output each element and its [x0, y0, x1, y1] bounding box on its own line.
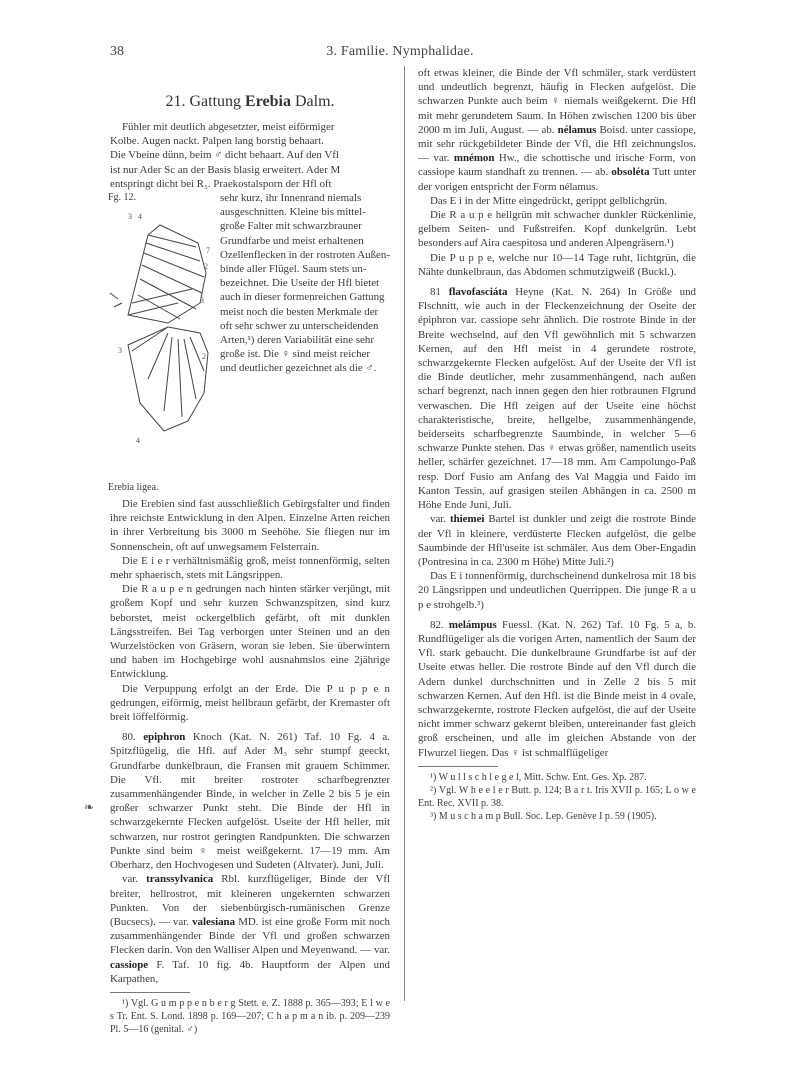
svg-text:4: 4 [138, 212, 142, 222]
para-eier: Die E i e r verhältnismäßig groß, meist tonnenförmig, selten mehr sphaerisch, stets mit Längsrippen. [110, 554, 390, 582]
intro-line-3: ist nur Ader Sc an der Basis blasig erweitert. Ader M [110, 163, 341, 176]
species-82-number: 82. [430, 618, 444, 631]
footnote-left: ¹) Vgl. G u m p p e n b e r g Stett. e. Z. 1888 p. 365—393; E l w e s Tr. Ent. S. Lond. 1898 p. 169—207; C h a p m a n ib. p. 209—239 Pl. 5—16 (genital. ♂) [110, 997, 390, 1035]
var-transsylvanica-text: Rbl. kurzflügeliger, Binde der Vfl breiter, hellrostrot, mit kleineren ungekernten schwarzen Punkten. Von der siebenbürgisch-rumänischen Grenze (Bucsecs). — var. [110, 873, 391, 928]
para-erebien: Die Erebien sind fast ausschließlich Gebirgsfalter und finden ihre reichste Entwicklung in den Alpen. Einzelne Arten reichen in ihrer Verbreitung bis 3000 m Seehöhe. Sie fliegen nur im Sonnenschein, oft auf unwegsamem Felsterrain. [110, 498, 390, 553]
species-81-text: Heyne (Kat. N. 264) In Größe und Flschnitt, wie auch in der Fleckenzeichnung der Oseite der épiphron var. cassiope sehr ähnlich. Die rostrote Binde in der Breite wechselnd, auf den Vfl gewöhnlich mit 5 schwarzen Kernen, auf den Hfl meist in 4 gerundete rostrote, schwarzgekernte Flecken aufgelöst. Auf der Useite der Vfl ist die Binde deutlicher, mehr zusammenhängend, nach außen scharf begrenzt, nach innen gegen den hier rotbraunen Flgrund verwaschen. Die Hfl zeigen auf der Useite eine höchst charakteristische, breite, hellgelbe, zusammenhängende, beiderseits scharfbegrenzte Saumbinde, in welcher 5—6 schwarze Punkte stehen. Das ♀ etwas größer, namentlich useits heller, schärfer gezeichnet. 17—18 mm. Am Campolungo-Paß resp. Dorf Fusio am Anfang des Val Maggia und Faido im Kanton Tessin, auf grasigen steilen Abhängen in ca. 2500 m Höhe Ende Juni, Juli. [418, 286, 696, 512]
column-divider [404, 66, 405, 1001]
var-transsylvanica-name: transsylvanica [146, 873, 214, 886]
var-thiemei-text: Bartel ist dunkler und zeigt die rostrote Binde der Vfl in kleinere, verdüsterte Flecken aufgelöst, die gelbe Saumbinde der Hfl'useite ist schmäler. Aus dem Ober-Engadin (Pontresina in ca. 2300 m Höhe) Mitte Juli.²) [418, 513, 696, 568]
footnote-separator [110, 992, 190, 993]
svg-text:3: 3 [128, 212, 132, 222]
species-80-name: epiphron [143, 731, 186, 744]
svg-text:4: 4 [136, 436, 140, 446]
fig-line-2: große Falter mit schwarzbrauner [220, 220, 362, 233]
var-transsylvanica [110, 872, 390, 986]
fig-line-4: Ozellenflecken in der rostroten Außen- [220, 248, 390, 261]
obsoleta-name: obsoléta [611, 166, 650, 179]
fig-line-1: ausgeschnitten. Kleine bis mittel- [220, 206, 366, 219]
genus-heading [110, 92, 390, 112]
figure-label: Fg. 12. [108, 192, 137, 204]
var-valesiana-text: MD. ist eine große Form mit noch zusammenhängender Binde der Vfl und großen schwarzen Flecken darin. Von den Walliser Alpen und Meyenwand. — var. [110, 915, 391, 957]
var-thiemei-name: thiemei [449, 513, 485, 526]
fig-line-10: Arten,¹) deren Variabilität eine sehr [220, 334, 374, 347]
intro-line-1: Kolbe. Augen nackt. Palpen lang borstig behaart. [110, 135, 324, 148]
var-valesiana-name: valesiana [192, 915, 236, 928]
genus-author: Dalm. [294, 93, 335, 110]
para-raupe: Die R a u p e hellgrün mit schwacher dunkler Rückenlinie, gelbem Seiten- und Fußstreifen. Kopf dunkelgrün. Lebt besonders auf Aira caespitosa und anderen Alpengräsern.¹) [418, 209, 696, 250]
intro-line-2: Die Vbeine dünn, beim ♂ dicht behaart. Auf den Vfl [110, 149, 339, 162]
figure-erebia-ligea [108, 191, 214, 497]
fig-line-9: oft sehr schwer zu unterscheidenden [220, 319, 379, 332]
svg-text:2: 2 [202, 352, 206, 362]
fig-line-12: und deutlicher gezeichnet als die ♂. [220, 362, 377, 375]
fig-line-11: große ist. Die ♀ sind meist reicher [220, 348, 371, 361]
var-thiemei [418, 512, 696, 569]
intro-line-0: Fühler mit deutlich abgesetzter, meist eiförmiger [122, 121, 335, 133]
genus-name: Erebia [245, 93, 291, 110]
svg-text:2: 2 [204, 262, 208, 272]
species-80-text: Knoch (Kat. N. 261) Taf. 10 Fg. 4 a. Spitzflügelig, die Hfl. auf Ader M₃ sehr stumpf geeckt, Grundfarbe dunkelbraun, die Fransen mit grauem Schimmer. Die Vfl. mit breiter rostroter scharfbegrenzter zusammenhängender Binde, in welcher in Zelle 2 bis 5 je ein großer schwarzer Punkt steht. Die Binde der Hfl in schwarzgekernte Flecken aufgelöst. Useite der Hfl heller, mit schwarzen, nur rostrot geringten Randpunkten. Die schwarzen Punkte sind beim ♀ meist weißgekernt. 17—19 mm. Am Oberharz, den Hochvogesen und Sudeten (Altvater). Juni, Juli. [110, 731, 390, 872]
svg-text:3: 3 [200, 296, 204, 306]
species-81-name: flavofasciáta [448, 286, 508, 299]
footnote-right-3: ³) M u s c h a m p Bull. Soc. Lep. Genève I p. 59 (1905). [430, 810, 657, 822]
fig-line-0: sehr kurz, ihr Innenrand niemals [220, 192, 362, 205]
figure-caption: Erebia ligea. [108, 481, 159, 493]
species-81-number: 81 [430, 286, 441, 299]
fig-line-3: Grundfarbe und meist erhaltenen [220, 234, 364, 247]
para-ei: Das E i in der Mitte eingedrückt, gerippt gelblichgrün. [430, 194, 668, 207]
footnote-separator-right [418, 766, 498, 767]
var-thiemei-prefix: var. [430, 513, 447, 526]
nelamus-text: Boisd. unter cassiope, mit sehr rückgebildeter Binde der Vfl, die Hfl zeichnungslos. — var. [418, 123, 696, 165]
mnemon-text: Hw., die schottische und irische Form, von cassiope kaum standhaft zu trennen. — ab. [418, 152, 696, 179]
intro-line-4: entspringt dicht bei R₅. Praekostalsporn der Hfl oft [110, 177, 332, 190]
running-title: 3. Familie. Nymphalidae. [326, 44, 474, 59]
fig-line-6: bezeichnet. Die Useite der Hfl bietet [220, 277, 380, 290]
para-puppe: Die P u p p e, welche nur 10—14 Tage ruht, lichtgrün, die Nähte dunkelbraun, das Abdomen schmutzigweiß (Buckl.). [418, 251, 696, 278]
margin-marker: ❧ [84, 800, 95, 814]
var-prefix: var. [122, 873, 139, 886]
species-80-number: 80. [122, 731, 136, 744]
svg-text:3: 3 [118, 346, 122, 356]
fig-line-7: auch in dieser formenreichen Gattung [220, 291, 385, 304]
obsoleta-text: Tutt unter der vorigen entspricht der Form nélamus. [418, 166, 696, 193]
para-cassiope-text: oft etwas kleiner, die Binde der Vfl schmäler, stark verdüstert und undeutlich begrenzt, häufig in Flecken aufgelöst. Die schwarzen Punkte auch beim ♀ niemals weißgekernt. Die Hfl mit mehr gerundetem Saum. In Höhen zwischen 1200 bis über 2000 m im Juli, August. — ab. [418, 67, 696, 136]
page-number: 38 [110, 44, 124, 59]
nelamus-name: nélamus [557, 123, 597, 136]
right-column [418, 66, 696, 823]
species-82-text: Fuessl. (Kat. N. 262) Taf. 10 Fg. 5 a, b. Rundflügeliger als die vorigen Arten, namentlich der Saum der Vfl. stark gebaucht. Die dunkelbraune Grundfarbe ist auf der Useite etwas heller. Die rostrote Binde auf den Vfl durch die Adern dunkel durchschnitten und in Zelle 2 bis 5 mit schwarzen Kernen. Auf den Hfl. ist die Binde meist in 4 ovale, schwarzgekernte, rostrote Flecken aufgelöst, die auf der Useite nicht immer schwarz gekernt bleiben, untereinander fast gleich groß erscheinen, und alle im gleichen Abstande von der Flwurzel liegen. Das ♀ ist schmalflügeliger [418, 618, 696, 759]
para-ei-2: Das E i tonnenförmig, durchscheinend dunkelrosa mit 18 bis 20 Längsrippen und undeutlichen Querrippen. Die junge R a u p e strohgelb.³) [418, 570, 696, 611]
var-cassiope-text: F. Taf. 10 fig. 4b. Hauptform der Alpen und Karpathen, [110, 958, 390, 985]
footnote-right-1: ¹) W u l l s c h l e g e l, Mitt. Schw. Ent. Ges. Xp. 287. [430, 771, 647, 783]
mnemon-name: mnémon [453, 152, 495, 165]
left-column [110, 92, 390, 1036]
var-cassiope-name: cassiope [110, 958, 149, 971]
para-puppen: Die Verpuppung erfolgt an der Erde. Die P u p p e n gedrungen, eiförmig, meist hellbraun gefärbt, der Kremaster oft breit löffelförmig. [110, 682, 390, 724]
para-raupen: Die R a u p e n gedrungen nach hinten stärker verjüngt, mit großem Kopf und sehr kurzen Schwanzspitzen, sind kurz beborstet, meist ockergelblich gefärbt, oft mit dunklen Längsstreifen. Bei Tag verborgen unter Steinen und an den Wurzelstöcken von Gräsern, woran sie leben. Sie überwintern und haben im Hochgebirge wohl ausnahmslos eine 2jährige Entwicklung. [110, 583, 390, 681]
page-header [0, 44, 800, 64]
species-82-name: melámpus [448, 618, 497, 631]
species-80 [110, 730, 390, 872]
butterfly-venation-illustration [108, 203, 214, 475]
fig-line-5: binde aller Flügel. Saum stets un- [220, 263, 367, 276]
footnote-right-2: ²) Vgl. W h e e l e r Butt. p. 124; B a r t. Iris XVII p. 165; L o w e Ent. Rec. XVII p. 38. [418, 784, 696, 809]
para-cassiope [418, 66, 696, 194]
fig-line-8: meist noch die besten Merkmale der [220, 305, 379, 318]
svg-text:7: 7 [206, 246, 210, 256]
species-82 [418, 618, 696, 760]
genus-number: 21. Gattung [165, 93, 242, 110]
species-81 [418, 285, 696, 512]
